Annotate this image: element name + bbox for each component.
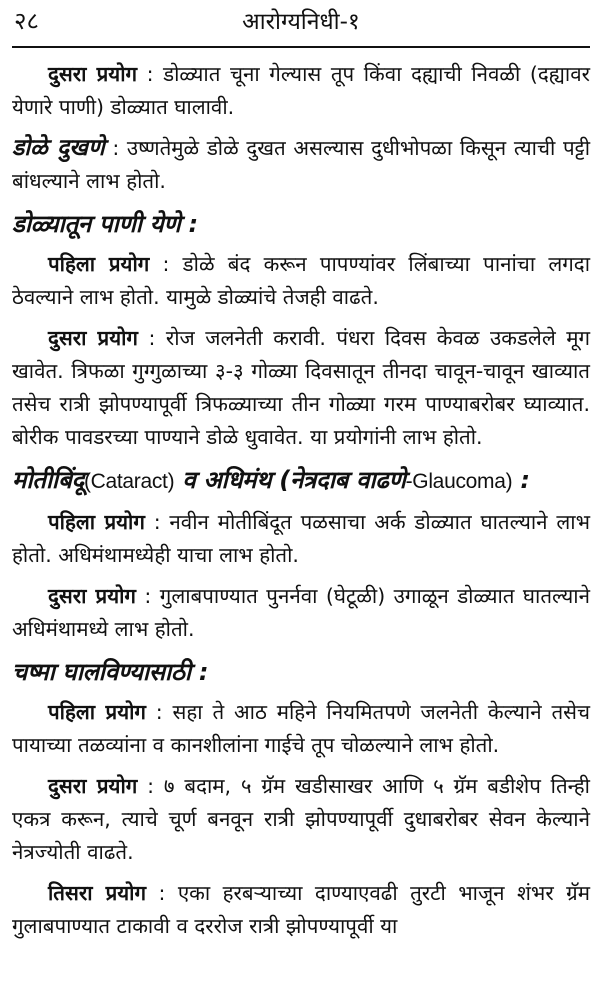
section-heading xyxy=(12,462,590,500)
paragraph xyxy=(12,580,590,646)
paragraph-text: : एका हरबऱ्याच्या दाण्याएवढी तुरटी भाजून शंभर ग्रॅम गुलाबपाण्यात टाकावी व दररोज रात्री झोपण्यापूर्वी या xyxy=(12,881,590,938)
heading-part: मोतीबिंदू xyxy=(12,466,84,494)
remedy-label: पहिला प्रयोग xyxy=(48,510,145,534)
paragraph-text: : नवीन मोतीबिंदूत पळसाचा अर्क डोळ्यात घातल्याने लाभ होतो. अधिमंथामध्येही याचा लाभ होतो. xyxy=(12,510,590,567)
section-heading: चष्मा घालविण्यासाठी : xyxy=(12,658,209,686)
heading-part: व अधिमंथ (नेत्रदाब वाढणे xyxy=(174,466,406,494)
remedy-label: दुसरा प्रयोग xyxy=(48,326,138,350)
remedy-label: पहिला प्रयोग xyxy=(48,700,146,724)
page-header xyxy=(12,0,590,48)
paragraph xyxy=(12,770,590,869)
remedy-label: तिसरा प्रयोग xyxy=(48,881,147,905)
paragraph xyxy=(12,132,590,198)
paragraph-text: : डोळ्यात चूना गेल्यास तूप किंवा दह्याची निवळी (दह्यावर येणारे पाणी) डोळ्यात घालावी. xyxy=(12,62,591,119)
inline-heading: डोळे दुखणे xyxy=(12,135,105,161)
remedy-label: पहिला प्रयोग xyxy=(48,252,150,276)
section-heading: डोळ्यातून पाणी येणे : xyxy=(12,210,198,238)
page-body xyxy=(12,48,590,943)
paragraph-text: : रोज जलनेती करावी. पंधरा दिवस केवळ उकडलेले मूग खावेत. त्रिफळा गुग्गुळाच्या ३-३ गोळ्या दिवसातून तीनदा चावून-चावून खाव्यात तसेच रात्री झोपण्यापूर्वी त्रिफळ्याच्या तीन गोळ्या गरम पाण्याबरोबर घ्याव्यात. बोरीक पावडरच्या पाण्याने डोळे धुवावेत. या प्रयोगांनी लाभ होतो. xyxy=(12,326,591,449)
remedy-label: दुसरा प्रयोग xyxy=(48,774,138,798)
paragraph-text: : डोळे बंद करून पापण्यांवर लिंबाच्या पानांचा लगदा ठेवल्याने लाभ होतो. यामुळे डोळ्यांचे तेजही वाढते. xyxy=(12,252,591,309)
paragraph xyxy=(12,322,590,454)
paragraph-text: : उष्णतेमुळे डोळे दुखत असल्यास दुधीभोपळा किसून त्याची पट्टी बांधल्याने लाभ होतो. xyxy=(12,136,591,193)
remedy-label: दुसरा प्रयोग xyxy=(48,584,136,608)
paragraph xyxy=(12,696,590,762)
paragraph xyxy=(12,248,590,314)
paragraph-text: : ७ बदाम, ५ ग्रॅम खडीसाखर आणि ५ ग्रॅम बडीशेप तिन्ही एकत्र करून, त्याचे चूर्ण बनवून रात्री झोपण्यापूर्वी दुधाबरोबर सेवन केल्याने नेत्रज्योती वाढते. xyxy=(12,774,590,864)
paragraph-text: : सहा ते आठ महिने नियमितपणे जलनेती केल्याने तसेच पायाच्या तळव्यांना व कानशीलांना गाईचे तूप चोळल्याने लाभ होतो. xyxy=(12,700,591,757)
heading-latin-part: (Cataract) xyxy=(83,470,175,493)
paragraph xyxy=(12,506,590,572)
running-title: आरोग्यनिधी-१ xyxy=(242,9,360,35)
heading-latin-part: -Glaucoma) xyxy=(405,470,513,493)
remedy-label: दुसरा प्रयोग xyxy=(48,62,138,86)
heading-part: : xyxy=(512,466,530,494)
page-number: २८ xyxy=(14,7,39,35)
paragraph xyxy=(12,877,590,943)
paragraph-text: : गुलाबपाण्यात पुनर्नवा (घेटूळी) उगाळून डोळ्यात घातल्याने अधिमंथामध्ये लाभ होतो. xyxy=(12,584,590,641)
paragraph xyxy=(12,58,590,124)
